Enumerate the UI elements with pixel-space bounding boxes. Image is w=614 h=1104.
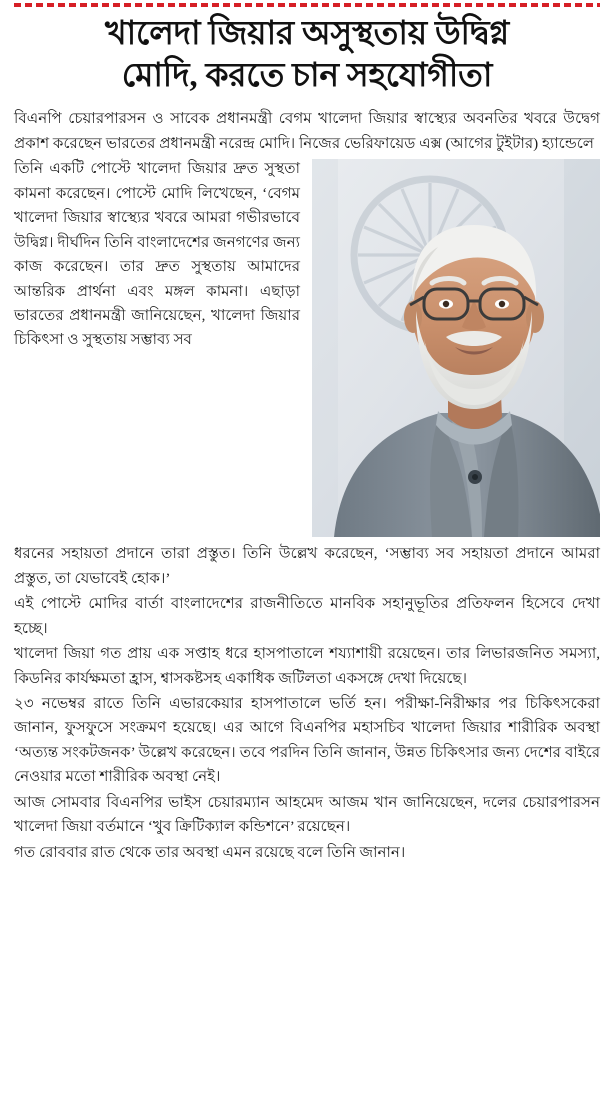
intro-paragraph: বিএনপি চেয়ারপারসন ও সাবেক প্রধানমন্ত্রী বেগম খালেদা জিয়ার স্বাস্থ্যের অবনতির খবরে উদ্বেগ প্রকাশ করেছেন ভারতের প্রধানমন্ত্রী নরেন্দ্র মোদি। নিজের ভেরিফায়েড এক্স (আগের টুইটার) হ্যান্ডেলে: [14, 111, 600, 152]
body-paragraph-3: খালেদা জিয়া গত প্রায় এক সপ্তাহ ধরে হাসপাতালে শয্যাশায়ী রয়েছেন। তার লিভারজনিত সমস্যা, কিডনির কার্যক্ষমতা হ্রাস, শ্বাসকষ্টসহ একাধিক জটিলতা একসঙ্গে দেখা দিয়েছে।: [14, 646, 600, 687]
portrait-photo-narendra-modi: [312, 159, 600, 537]
wrapped-paragraph: তিনি একটি পোস্টে খালেদা জিয়ার দ্রুত সুস্থতা কামনা করেছেন। পোস্টে মোদি লিখেছেন, ‘বেগম খালেদা জিয়ার স্বাস্থ্যের খবরে আমরা গভীরভাবে উদ্বিগ্ন। দীর্ঘদিন তিনি বাংলাদেশের জনগণের জন্য কাজ করেছেন। তার দ্রুত সুস্থতায় আমাদের আন্তরিক প্রার্থনা এবং মঙ্গল কামনা। এছাড়া ভারতের প্রধানমন্ত্রী জানিয়েছেন, খালেদা জিয়ার চিকিৎসা ও সুস্থতায় সম্ভাব্য সব: [14, 161, 300, 349]
body-paragraph-6: গত রোববার রাত থেকে তার অবস্থা এমন রয়েছে বলে তিনি জানান।: [14, 844, 406, 861]
article-photo: [312, 159, 600, 537]
page-title: [20, 13, 594, 97]
article-continued: [14, 542, 600, 865]
article-body: [14, 107, 600, 865]
body-paragraph-1: ধরনের সহায়তা প্রদানে তারা প্রস্তুত। তিনি উল্লেখ করেছেন, ‘সম্ভাব্য সব সহায়তা প্রদানে আমরা প্রস্তুত, তা যেভাবেই হোক।’: [14, 546, 600, 587]
body-paragraph-4: ২৩ নভেম্বর রাতে তিনি এভারকেয়ার হাসপাতালে ভর্তি হন। পরীক্ষা-নিরীক্ষার পর চিকিৎসকেরা জানান, ফুসফুসে সংক্রমণ হয়েছে। এর আগে বিএনপির মহাসচিব খালেদা জিয়ার শারীরিক অবস্থা ‘অত্যন্ত সংকটজনক’ উল্লেখ করেছেন। তবে পরদিন তিনি জানান, উন্নত চিকিৎসার জন্য দেশের বাইরে নেওয়ার মতো শারীরিক অবস্থা নেই।: [14, 695, 600, 786]
headline-line-1: খালেদা জিয়ার অসুস্থতায় উদ্বিগ্ন: [104, 16, 510, 52]
body-paragraph-5: আজ সোমবার বিএনপির ভাইস চেয়ারম্যান আহমেদ আজম খান জানিয়েছেন, দলের চেয়ারপারসন খালেদা জিয়া বর্তমানে ‘খুব ক্রিটিক্যাল কন্ডিশনে’ রয়েছেন।: [14, 794, 600, 836]
body-paragraph-2: এই পোস্টে মোদির বার্তা বাংলাদেশের রাজনীতিতে মানবিক সহানুভূতির প্রতিফলন হিসেবে দেখা হচ্ছে।: [14, 596, 600, 637]
article-page: [0, 3, 614, 1104]
headline-line-2: মোদি, করতে চান সহযোগীতা: [121, 58, 493, 95]
top-decorative-rule: [14, 3, 600, 7]
